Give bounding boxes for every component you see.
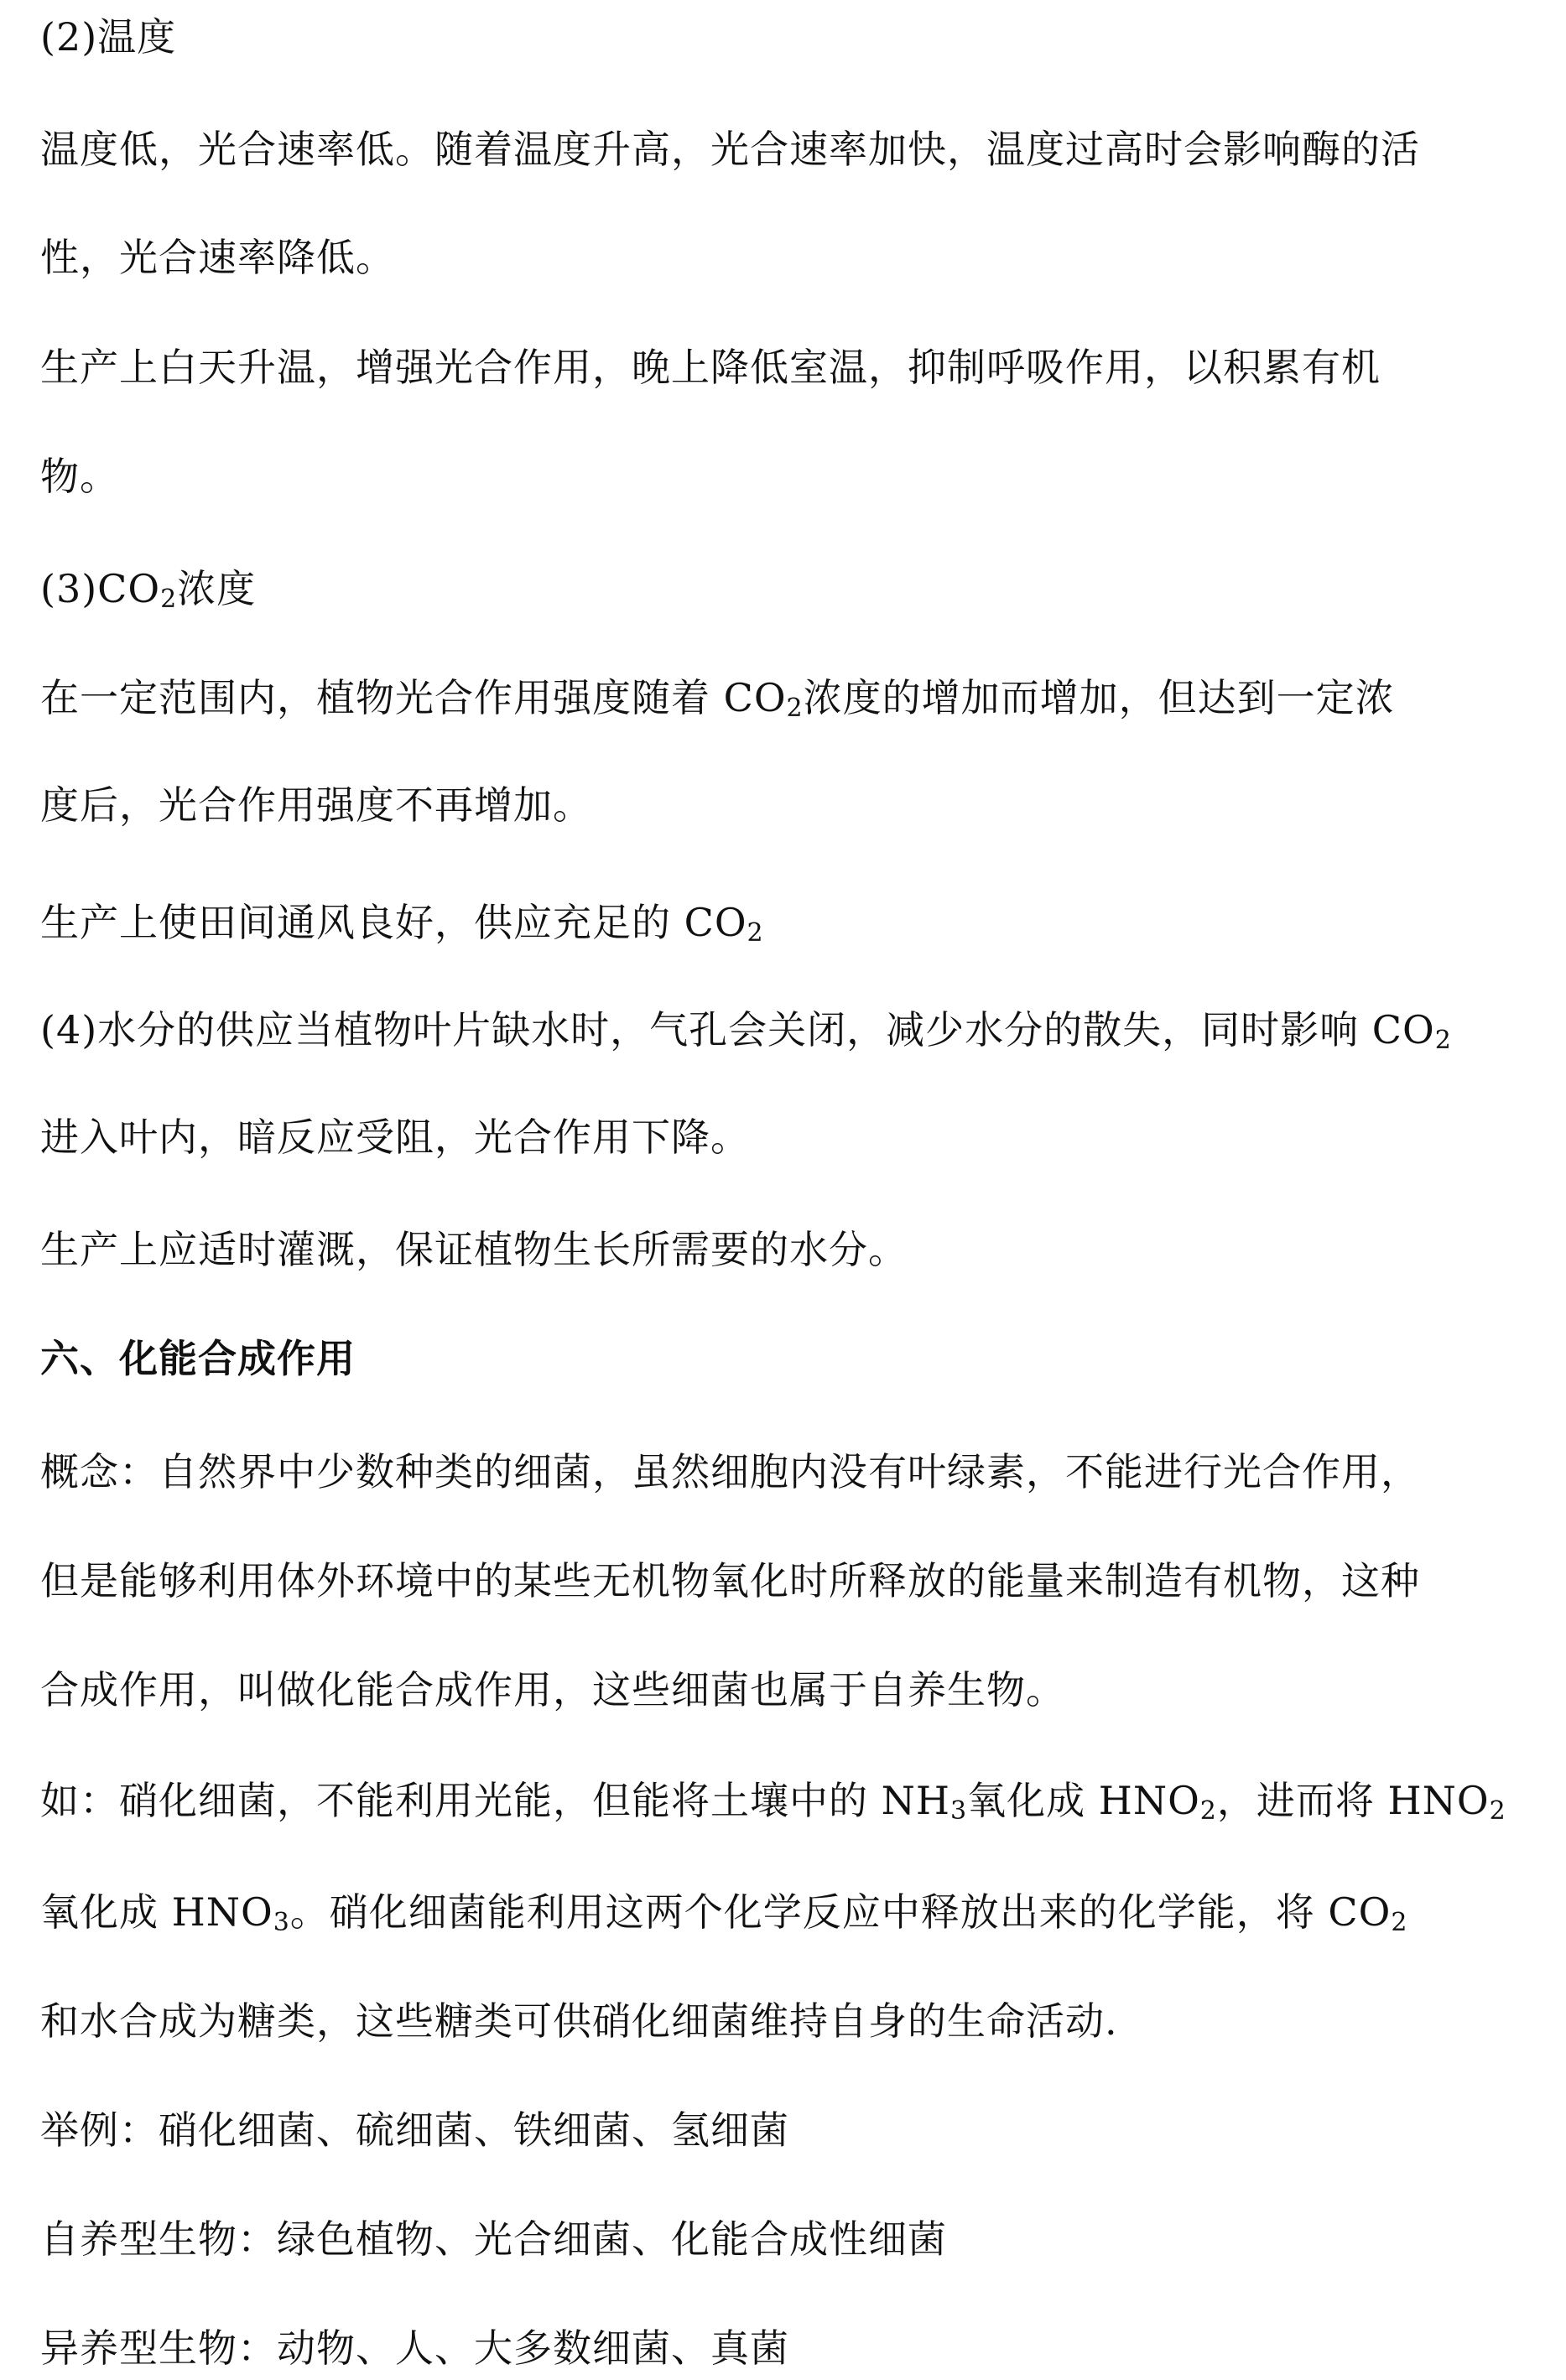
subscript: 2 [1434,1026,1452,1055]
paragraph-line [40,342,1542,392]
paragraph-line [40,451,1542,501]
text-span: 合成作用，叫做化能合成作用，这些细菌也属于自养生物。 [40,1667,1065,1712]
text-span: 物。 [40,454,119,499]
text-span: ，进而将 HNO [1216,1778,1490,1823]
text-span: 氧化成 HNO [40,1889,273,1935]
subscript: 2 [747,918,764,948]
text-span: 自养型生物：绿色植物、光合细菌、化能合成性细菌 [40,2216,947,2262]
text-span: 性，光合速率降低。 [40,235,395,280]
subscript: 2 [786,694,804,723]
paragraph-line [40,897,1542,948]
text-span: 浓度的增加而增加，但达到一定浓 [803,675,1395,720]
paragraph-line [40,1447,1542,1497]
paragraph-line [40,2105,1542,2155]
paragraph-line [40,1556,1542,1606]
paragraph-line [40,1887,1542,1937]
text-span: 如：硝化细菌，不能利用光能，但能将土壤中的 NH [40,1778,950,1823]
paragraph-line [40,1224,1542,1275]
text-span: (4)水分的供应当植物叶片缺水时，气孔会关闭，减少水分的散失，同时影响 CO [40,1007,1435,1052]
text-span: 在一定范围内，植物光合作用强度随着 CO [40,675,787,720]
text-span: 生产上使田间通风良好，供应充足的 CO [40,900,747,945]
paragraph-line [40,1775,1542,1826]
section-heading [40,1333,1542,1384]
text-span: 和水合成为糖类，这些糖类可供硝化细菌维持自身的生命活动. [40,1998,1118,2044]
text-span: 异养型生物：动物、人、大多数细菌、真菌 [40,2325,789,2371]
text-span: 六、化能合成作用 [40,1336,356,1381]
text-span: (3)CO [40,566,161,611]
paragraph-line [40,124,1542,174]
subscript: 2 [160,585,178,614]
subscript: 3 [950,1796,968,1826]
text-span: 但是能够利用体外环境中的某些无机物氧化时所释放的能量来制造有机物，这种 [40,1558,1420,1603]
text-span: 生产上白天升温，增强光合作用，晚上降低室温，抑制呼吸作用，以积累有机 [40,345,1381,390]
text-span: 举例：硝化细菌、硫细菌、铁细菌、氢细菌 [40,2107,789,2153]
text-span: 度后，光合作用强度不再增加。 [40,782,592,828]
paragraph-line [40,232,1542,283]
paragraph-line [40,1112,1542,1162]
text-span: (2)温度 [40,14,177,60]
paragraph-line [40,2214,1542,2264]
text-span: 氧化成 HNO [967,1778,1200,1823]
text-span: 。硝化细菌能利用这两个化学反应中释放出来的化学能，将 CO [289,1889,1392,1935]
paragraph-line [40,673,1542,723]
subheading-water [40,1005,1542,1055]
text-span: 概念：自然界中少数种类的细菌，虽然细胞内没有叶绿素，不能进行光合作用， [40,1449,1420,1494]
text-span: 进入叶内，暗反应受阻，光合作用下降。 [40,1115,750,1160]
paragraph-line [40,780,1542,830]
text-span: 温度低，光合速率低。随着温度升高，光合速率加快，温度过高时会影响酶的活 [40,127,1420,172]
paragraph-line [40,1665,1542,1715]
subscript: 2 [1489,1796,1506,1826]
subheading-temperature [40,12,1542,62]
text-span: 浓度 [177,566,257,611]
text-span: 生产上应适时灌溉，保证植物生长所需要的水分。 [40,1227,908,1272]
subscript: 2 [1199,1796,1217,1826]
subscript: 3 [273,1908,290,1937]
subheading-co2 [40,564,1542,614]
paragraph-line [40,1996,1542,2046]
paragraph-line [40,2323,1542,2373]
subscript: 2 [1391,1908,1408,1937]
